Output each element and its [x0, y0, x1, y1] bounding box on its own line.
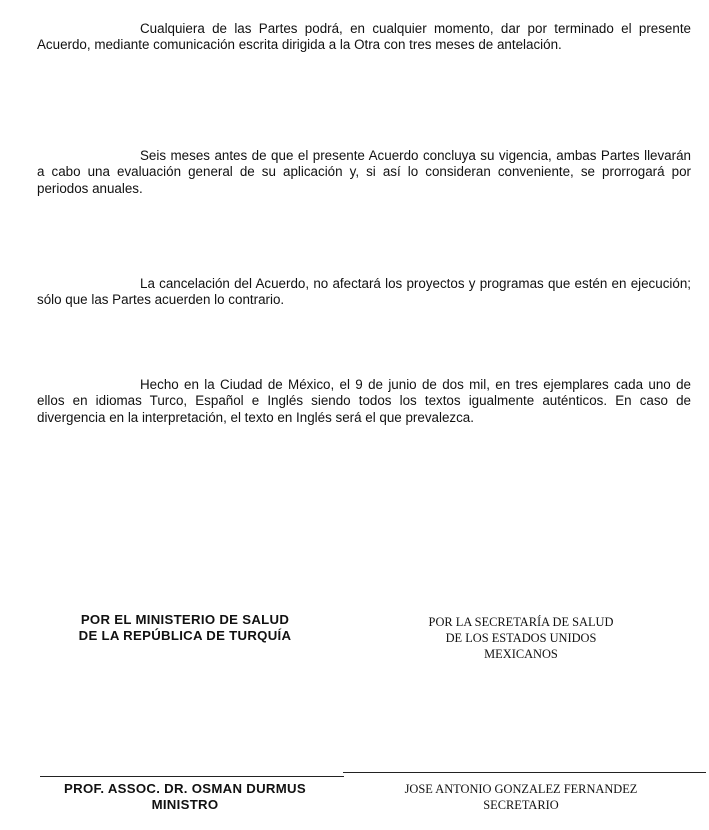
mexico-secretariat-heading: [376, 614, 666, 662]
turkey-ministry-line1: POR EL MINISTERIO DE SALUD: [80, 612, 290, 627]
mexico-signature-line: [343, 772, 706, 773]
mexico-secretariat-line2: DE LOS ESTADOS UNIDOS: [445, 631, 597, 645]
paragraph-termination: Cualquiera de las Partes podrá, en cualquier momento, dar por terminado el presente Acuerdo, mediante comunicación escrita dirigida a la Otra con tres meses de antelación.: [37, 21, 691, 53]
turkey-signatory-title: MINISTRO: [151, 797, 219, 812]
mexico-secretariat-line1: POR LA SECRETARÍA DE SALUD: [428, 615, 614, 629]
turkey-signatory: [40, 781, 330, 813]
turkey-ministry-line2: DE LA REPÚBLICA DE TURQUÍA: [78, 628, 292, 643]
paragraph-cancellation: La cancelación del Acuerdo, no afectará los proyectos y programas que estén en ejecución; sólo que las Partes acuerden lo contrario.: [37, 276, 691, 308]
mexico-signatory-name: JOSE ANTONIO GONZALEZ FERNANDEZ: [404, 782, 638, 796]
mexico-secretariat-line3: MEXICANOS: [484, 647, 558, 661]
turkey-signature-line: [40, 776, 344, 777]
paragraph-evaluation: Seis meses antes de que el presente Acuerdo concluya su vigencia, ambas Partes llevarán a cabo una evaluación general de su aplicación y, si así lo consideran conveniente, se prorrogará por periodos anuales.: [37, 148, 691, 196]
paragraph-signing: Hecho en la Ciudad de México, el 9 de junio de dos mil, en tres ejemplares cada uno de ellos en idiomas Turco, Español e Inglés siendo todos los textos igualmente auténticos. En caso de divergencia en la interpretación, el texto en Inglés será el que prevalezca.: [37, 377, 691, 425]
mexico-signatory-title: SECRETARIO: [483, 798, 559, 812]
mexico-signatory: [376, 781, 666, 813]
turkey-ministry-heading: [40, 612, 330, 644]
turkey-signatory-name: PROF. ASSOC. DR. OSMAN DURMUS: [64, 781, 306, 796]
